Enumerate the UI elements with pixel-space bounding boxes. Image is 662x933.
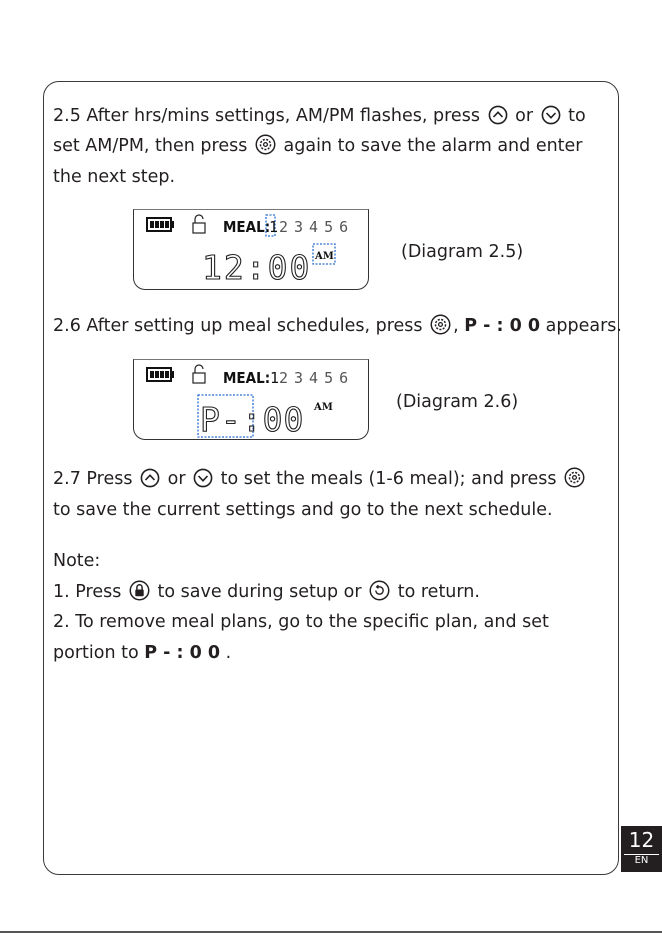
meal-label: MEAL:	[223, 369, 271, 387]
unlock-icon	[193, 365, 205, 383]
meal-first-digit: 1	[270, 369, 280, 387]
page-number: 12	[628, 828, 655, 852]
up-arrow-icon	[140, 468, 160, 488]
step-2-5-text-2: set AM/PM, then press	[53, 136, 248, 156]
note-title: Note:	[53, 551, 101, 571]
unlock-icon	[193, 215, 205, 233]
to-text: to	[568, 106, 586, 126]
step-2-6-line	[53, 311, 622, 342]
meal-digits: 23456	[279, 369, 355, 387]
step-2-5-line-1	[53, 101, 586, 132]
portion-display: P-:00	[200, 400, 305, 439]
settings-gear-icon	[255, 134, 276, 155]
note-1-text-3: to return.	[397, 582, 480, 602]
step-2-7-text: 2.7 Press	[53, 469, 133, 489]
up-arrow-icon	[488, 105, 508, 125]
lcd-graphic-2-5	[134, 210, 368, 289]
appears-text: appears.	[545, 316, 622, 336]
lcd-display-2-5	[133, 209, 369, 290]
step-2-7-text-2: to set the meals (1-6 meal); and press	[220, 469, 557, 489]
time-display: 12:00	[202, 248, 312, 287]
diagram-2-5-caption: (Diagram 2.5)	[401, 242, 524, 262]
lcd-graphic-2-6	[134, 360, 368, 439]
diagram-2-6-caption: (Diagram 2.6)	[396, 392, 519, 412]
meal-first-digit: 1	[269, 218, 279, 236]
down-arrow-icon	[541, 105, 561, 125]
step-2-7-line-1	[53, 464, 587, 495]
down-arrow-icon	[193, 468, 213, 488]
step-2-5-line-2	[53, 131, 583, 162]
step-2-6-text: 2.6 After setting up meal schedules, press	[53, 316, 423, 336]
note-3-text: portion to	[53, 643, 139, 663]
period: .	[225, 643, 232, 663]
meal-label: MEAL:	[223, 218, 271, 236]
note-item-2-cont	[53, 638, 231, 669]
language-label: EN	[624, 854, 659, 867]
note-item-2: 2. To remove meal plans, go to the specific plan, and set	[53, 612, 549, 632]
battery-icon	[147, 218, 174, 231]
return-icon	[369, 580, 390, 601]
lcd-display-2-6	[133, 359, 369, 440]
comma: ,	[453, 316, 459, 336]
step-2-5-text-3: again to save the alarm and enter	[283, 136, 583, 156]
lock-icon	[129, 580, 150, 601]
or-text: or	[515, 106, 534, 126]
settings-gear-icon	[564, 467, 585, 488]
page-number-tab	[621, 826, 662, 872]
ampm-indicator: AM	[314, 402, 333, 413]
battery-icon	[147, 368, 174, 381]
meal-digits: 23456	[279, 218, 355, 236]
note-1-text-2: to save during setup or	[157, 582, 362, 602]
settings-gear-icon	[430, 314, 451, 335]
code-p-00: P - : 0 0	[464, 316, 541, 336]
code-p-00: P - : 0 0	[144, 643, 221, 663]
step-2-7-line-2: to save the current settings and go to the next schedule.	[53, 500, 553, 520]
ampm-indicator: AM	[315, 251, 334, 262]
or-text: or	[167, 469, 186, 489]
step-2-5-text: 2.5 After hrs/mins settings, AM/PM flashes, press	[53, 106, 480, 126]
note-1-text: 1. Press	[53, 582, 122, 602]
note-item-1	[53, 577, 480, 608]
step-2-5-line-3: the next step.	[53, 167, 176, 187]
